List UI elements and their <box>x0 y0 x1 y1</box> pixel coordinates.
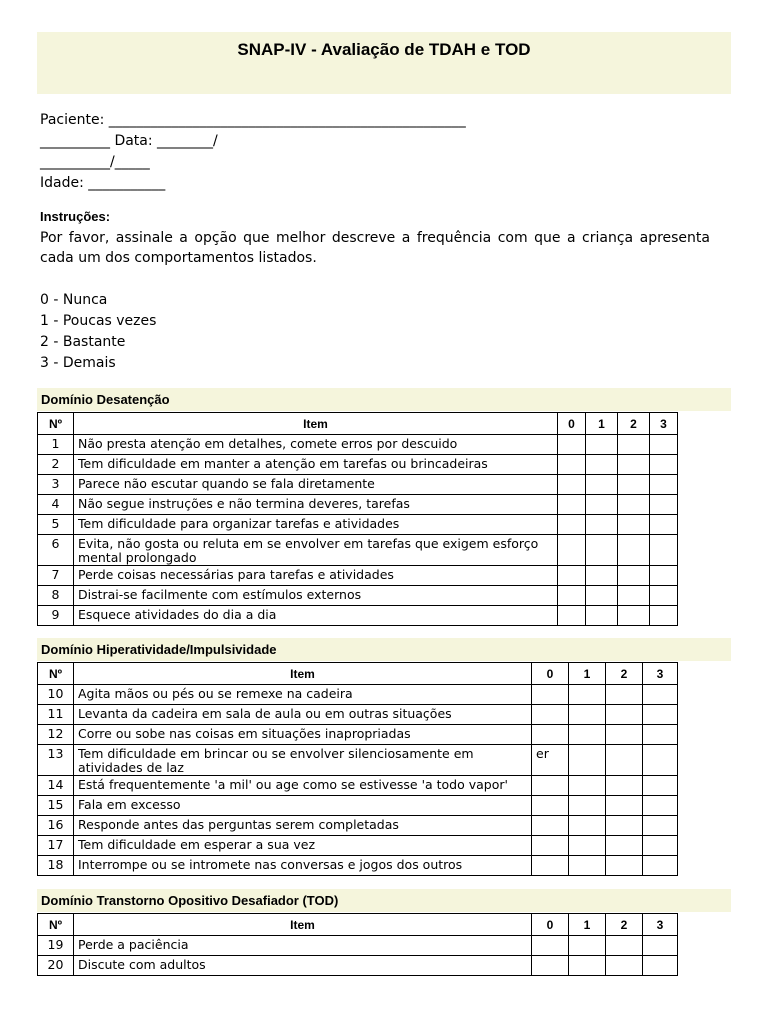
rating-cell-3[interactable] <box>650 535 678 566</box>
rating-cell-1[interactable] <box>569 776 606 796</box>
page-title: SNAP-IV - Avaliação de TDAH e TOD <box>237 40 531 59</box>
table-header-row <box>38 914 678 936</box>
table-row <box>38 515 678 535</box>
rating-cell-3[interactable] <box>643 725 678 745</box>
rating-cell-1[interactable] <box>569 705 606 725</box>
rating-cell-3[interactable] <box>643 685 678 705</box>
assessment-table <box>37 662 678 876</box>
rating-cell-1[interactable] <box>569 856 606 876</box>
section-band <box>37 638 731 661</box>
column-header-c1: 1 <box>569 914 606 936</box>
table-row <box>38 606 678 626</box>
rating-cell-3[interactable] <box>650 566 678 586</box>
table-row <box>38 705 678 725</box>
table-header-row <box>38 413 678 435</box>
item-number: 10 <box>38 685 74 705</box>
table-row <box>38 796 678 816</box>
scale-item-0: 0 - Nunca <box>40 292 108 308</box>
rating-cell-1[interactable] <box>569 725 606 745</box>
rating-cell-3[interactable] <box>650 515 678 535</box>
item-text: Tem dificuldade para organizar tarefas e atividades <box>74 515 558 535</box>
rating-cell-3[interactable] <box>650 606 678 626</box>
item-text: Esquece atividades do dia a dia <box>74 606 558 626</box>
item-text: Não presta atenção em detalhes, comete erros por descuido <box>74 435 558 455</box>
rating-cell-2[interactable] <box>618 495 650 515</box>
item-number: 11 <box>38 705 74 725</box>
scale-item-2: 2 - Bastante <box>40 334 126 350</box>
rating-cell-2[interactable] <box>606 816 643 836</box>
rating-cell-0[interactable] <box>532 776 569 796</box>
rating-cell-0[interactable] <box>532 816 569 836</box>
item-text: Agita mãos ou pés ou se remexe na cadeira <box>74 685 532 705</box>
item-text: Tem dificuldade em brincar ou se envolver silenciosamente em atividades de laz <box>74 745 532 776</box>
section-title: Domínio Desatenção <box>41 392 170 407</box>
item-number: 7 <box>38 566 74 586</box>
rating-cell-1[interactable] <box>586 586 618 606</box>
rating-cell-3[interactable] <box>643 856 678 876</box>
rating-cell-2[interactable] <box>618 535 650 566</box>
item-text: Evita, não gosta ou reluta em se envolver em tarefas que exigem esforço mental prolongado <box>74 535 558 566</box>
rating-cell-3[interactable] <box>643 705 678 725</box>
item-text: Responde antes das perguntas serem completadas <box>74 816 532 836</box>
rating-cell-2[interactable] <box>606 725 643 745</box>
rating-cell-1[interactable] <box>586 495 618 515</box>
rating-cell-2[interactable] <box>606 936 643 956</box>
rating-cell-2[interactable] <box>606 705 643 725</box>
item-number: 16 <box>38 816 74 836</box>
age-field[interactable]: Idade: ___________ <box>40 175 166 191</box>
column-header-num: Nº <box>38 663 74 685</box>
section-band <box>37 889 731 912</box>
column-header-c0: 0 <box>558 413 586 435</box>
item-number: 12 <box>38 725 74 745</box>
rating-cell-3[interactable] <box>643 956 678 976</box>
table-row <box>38 725 678 745</box>
table-row <box>38 586 678 606</box>
rating-cell-2[interactable] <box>618 435 650 455</box>
rating-cell-2[interactable] <box>606 685 643 705</box>
rating-cell-2[interactable] <box>618 475 650 495</box>
item-text: Discute com adultos <box>74 956 532 976</box>
item-number: 3 <box>38 475 74 495</box>
rating-cell-1[interactable] <box>586 455 618 475</box>
rating-cell-0[interactable] <box>532 725 569 745</box>
rating-cell-1[interactable] <box>569 836 606 856</box>
column-header-c1: 1 <box>569 663 606 685</box>
rating-cell-0[interactable] <box>532 936 569 956</box>
column-header-c3: 3 <box>643 914 678 936</box>
column-header-c3: 3 <box>650 413 678 435</box>
item-number: 8 <box>38 586 74 606</box>
rating-cell-3[interactable] <box>650 586 678 606</box>
table-row <box>38 936 678 956</box>
table-row <box>38 956 678 976</box>
item-number: 18 <box>38 856 74 876</box>
item-number: 14 <box>38 776 74 796</box>
rating-cell-2[interactable] <box>606 956 643 976</box>
rating-cell-1[interactable] <box>569 796 606 816</box>
rating-cell-0[interactable] <box>558 515 586 535</box>
scale-item-1: 1 - Poucas vezes <box>40 313 157 329</box>
rating-cell-0[interactable] <box>532 685 569 705</box>
rating-cell-2[interactable] <box>606 776 643 796</box>
rating-cell-0[interactable] <box>558 495 586 515</box>
table-row <box>38 455 678 475</box>
column-header-num: Nº <box>38 914 74 936</box>
rating-cell-1[interactable] <box>586 535 618 566</box>
rating-cell-0[interactable] <box>532 856 569 876</box>
item-text: Está frequentemente 'a mil' ou age como se estivesse 'a todo vapor' <box>74 776 532 796</box>
rating-cell-1[interactable] <box>586 566 618 586</box>
section-title: Domínio Transtorno Opositivo Desafiador (TOD) <box>41 893 339 908</box>
rating-cell-2[interactable] <box>618 566 650 586</box>
item-text: Perde a paciência <box>74 936 532 956</box>
rating-cell-3[interactable] <box>650 495 678 515</box>
column-header-item: Item <box>74 914 532 936</box>
rating-cell-1[interactable] <box>569 816 606 836</box>
rating-cell-1[interactable] <box>586 515 618 535</box>
rating-cell-1[interactable] <box>586 606 618 626</box>
item-text: Interrompe ou se intromete nas conversas e jogos dos outros <box>74 856 532 876</box>
column-header-c0: 0 <box>532 914 569 936</box>
rating-cell-0[interactable] <box>558 535 586 566</box>
rating-cell-0[interactable]: er <box>532 745 569 776</box>
rating-cell-2[interactable] <box>618 606 650 626</box>
item-number: 5 <box>38 515 74 535</box>
table-row <box>38 495 678 515</box>
item-number: 9 <box>38 606 74 626</box>
column-header-c0: 0 <box>532 663 569 685</box>
patient-field[interactable]: Paciente: ___________________________________________________ <box>40 112 466 128</box>
table-header-row <box>38 663 678 685</box>
instructions-heading: Instruções: <box>40 209 111 224</box>
item-text: Tem dificuldade em manter a atenção em tarefas ou brincadeiras <box>74 455 558 475</box>
scale-item-3: 3 - Demais <box>40 355 116 371</box>
assessment-table <box>37 913 678 976</box>
item-text: Parece não escutar quando se fala diretamente <box>74 475 558 495</box>
table-row <box>38 435 678 455</box>
item-number: 19 <box>38 936 74 956</box>
item-number: 2 <box>38 455 74 475</box>
instructions-text: Por favor, assinale a opção que melhor descreve a frequência com que a criança apresenta cada um dos comportamentos listados. <box>40 230 710 266</box>
rating-cell-0[interactable] <box>558 455 586 475</box>
rating-cell-3[interactable] <box>643 836 678 856</box>
rating-cell-1[interactable] <box>586 475 618 495</box>
rating-cell-3[interactable] <box>643 796 678 816</box>
column-header-num: Nº <box>38 413 74 435</box>
rating-cell-3[interactable] <box>643 936 678 956</box>
assessment-table <box>37 412 678 626</box>
table-row <box>38 685 678 705</box>
date-field[interactable]: __________ Data: ________/ <box>40 133 218 149</box>
column-header-c1: 1 <box>586 413 618 435</box>
column-header-c2: 2 <box>606 914 643 936</box>
rating-cell-0[interactable] <box>558 475 586 495</box>
item-number: 15 <box>38 796 74 816</box>
table-row <box>38 566 678 586</box>
column-header-c2: 2 <box>618 413 650 435</box>
rating-cell-0[interactable] <box>532 956 569 976</box>
rating-cell-3[interactable] <box>643 745 678 776</box>
rating-cell-3[interactable] <box>650 455 678 475</box>
date-field-continued[interactable]: __________/_____ <box>40 154 150 170</box>
rating-cell-3[interactable] <box>643 776 678 796</box>
rating-cell-2[interactable] <box>606 745 643 776</box>
rating-cell-2[interactable] <box>618 586 650 606</box>
section-band <box>37 388 731 411</box>
table-row <box>38 776 678 796</box>
rating-cell-3[interactable] <box>650 475 678 495</box>
rating-cell-0[interactable] <box>532 836 569 856</box>
column-header-c3: 3 <box>643 663 678 685</box>
item-text: Levanta da cadeira em sala de aula ou em outras situações <box>74 705 532 725</box>
item-number: 1 <box>38 435 74 455</box>
rating-cell-2[interactable] <box>606 796 643 816</box>
table-row <box>38 535 678 566</box>
item-number: 17 <box>38 836 74 856</box>
rating-cell-0[interactable] <box>558 606 586 626</box>
table-row <box>38 745 678 776</box>
item-text: Tem dificuldade em esperar a sua vez <box>74 836 532 856</box>
rating-cell-2[interactable] <box>606 856 643 876</box>
rating-cell-1[interactable] <box>586 435 618 455</box>
rating-cell-3[interactable] <box>643 816 678 836</box>
rating-cell-0[interactable] <box>532 705 569 725</box>
item-text: Não segue instruções e não termina deveres, tarefas <box>74 495 558 515</box>
table-row <box>38 856 678 876</box>
item-number: 20 <box>38 956 74 976</box>
rating-cell-3[interactable] <box>650 435 678 455</box>
rating-cell-0[interactable] <box>558 586 586 606</box>
rating-cell-1[interactable] <box>569 936 606 956</box>
item-text: Fala em excesso <box>74 796 532 816</box>
item-number: 4 <box>38 495 74 515</box>
column-header-c2: 2 <box>606 663 643 685</box>
item-text: Distrai-se facilmente com estímulos externos <box>74 586 558 606</box>
rating-cell-2[interactable] <box>606 836 643 856</box>
section-title: Domínio Hiperatividade/Impulsividade <box>41 642 277 657</box>
rating-cell-2[interactable] <box>618 455 650 475</box>
item-number: 6 <box>38 535 74 566</box>
rating-cell-0[interactable] <box>532 796 569 816</box>
column-header-item: Item <box>74 663 532 685</box>
item-number: 13 <box>38 745 74 776</box>
column-header-item: Item <box>74 413 558 435</box>
table-row <box>38 816 678 836</box>
rating-cell-0[interactable] <box>558 435 586 455</box>
item-text: Corre ou sobe nas coisas em situações inapropriadas <box>74 725 532 745</box>
title-band <box>37 32 731 94</box>
rating-cell-1[interactable] <box>569 685 606 705</box>
table-row <box>38 475 678 495</box>
rating-cell-1[interactable] <box>569 745 606 776</box>
table-row <box>38 836 678 856</box>
rating-cell-2[interactable] <box>618 515 650 535</box>
item-text: Perde coisas necessárias para tarefas e atividades <box>74 566 558 586</box>
rating-cell-0[interactable] <box>558 566 586 586</box>
rating-cell-1[interactable] <box>569 956 606 976</box>
